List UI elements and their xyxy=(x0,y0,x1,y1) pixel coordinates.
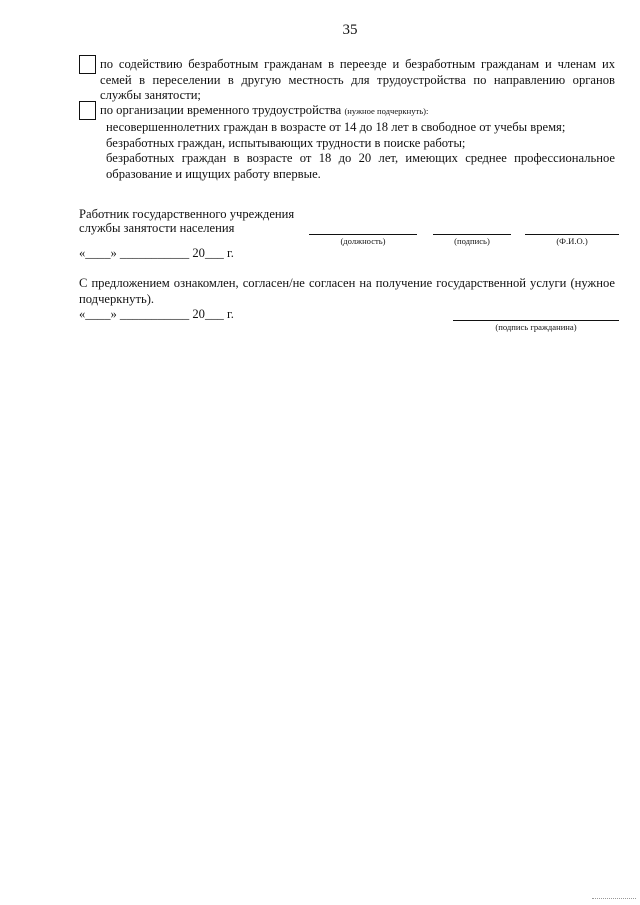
temporary-employment-checkbox[interactable] xyxy=(79,101,96,120)
citizen-signature-caption: (подпись гражданина) xyxy=(495,322,577,332)
subitem-job-search-difficulty: безработных граждан, испытывающих трудности в поиске работы; xyxy=(106,136,466,150)
worker-name-signature-line xyxy=(525,234,619,235)
acknowledgement-text: С предложением ознакомлен, согласен/не согласен на получение государственной услуги (нужное подчеркнуть). xyxy=(79,276,615,306)
name-caption: (Ф.И.О.) xyxy=(556,236,588,246)
page-number: 35 xyxy=(342,22,358,38)
worker-title-line2: службы занятости населения xyxy=(79,221,235,235)
position-caption: (должность) xyxy=(340,236,386,246)
position-signature-line xyxy=(309,234,417,235)
scan-artifact xyxy=(592,898,636,899)
citizen-date: «____» ___________ 20___ г. xyxy=(79,307,234,321)
citizen-signature-line xyxy=(453,320,619,321)
subitem-young-graduates: безработных граждан в возрасте от 18 до 20 лет, имеющих среднее профессиональное образование и ищущих работу впервые. xyxy=(106,151,615,181)
relocation-option-text: по содействию безработным гражданам в переезде и безработным гражданам и членам их семей в переселении в другую местность для трудоустройства по направлению органов службы занятости; xyxy=(100,57,615,103)
temporary-employment-option xyxy=(100,103,428,120)
underline-note: (нужное подчеркнуть): xyxy=(344,106,429,116)
worker-date: «____» ___________ 20___ г. xyxy=(79,246,234,260)
signature-caption: (подпись) xyxy=(454,236,490,246)
temporary-employment-label: по организации временного трудоустройства xyxy=(100,103,342,117)
worker-title-line1: Работник государственного учреждения xyxy=(79,207,295,221)
relocation-checkbox[interactable] xyxy=(79,55,96,74)
worker-signature-line xyxy=(433,234,511,235)
subitem-minors: несовершеннолетних граждан в возрасте от 14 до 18 лет в свободное от учебы время; xyxy=(106,120,566,134)
